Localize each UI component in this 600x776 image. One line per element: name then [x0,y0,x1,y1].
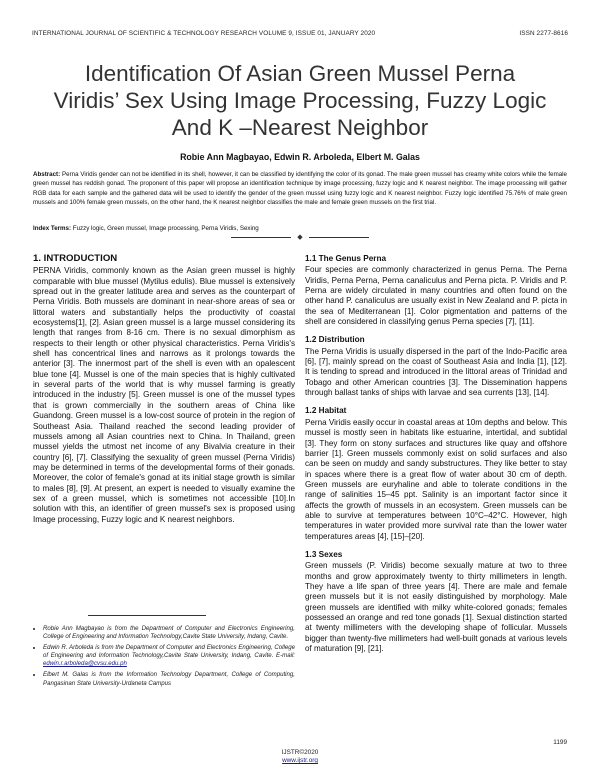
sexes-paragraph: Green mussels (P. Viridis) become sexually mature at two to three months and grow approximately twenty to thirty millimeters in length. They have a life span of three years [4]. There are male and female green mussels but it is not easily distinguished by morphology. Male green mussels are identified with milky white-colored gonads; females possessed an orange and red tone gonads [1]. Sexual distinction started at twenty millimeters with the developing shape of follicular. Mussels bigger than twenty-five millimeters had well-built gonads at various levels of maturation [9], [21]. [305,561,567,654]
page-footer [0,749,600,765]
footnote-rule [88,615,206,616]
index-terms [33,225,567,232]
author-list: Robie Ann Magbayao, Edwin R. Arboleda, Elbert M. Galas [180,152,420,162]
left-column [33,254,295,525]
habitat-paragraph: Perna Viridis easily occur in coastal areas at 10m depths and below. This mussel is mostly seen in habitats like estuarine, intertidal, and subtidal [3]. They form on stony surfaces and structures like quay and offshore barrier [1]. Green mussels commonly exist on solid surfaces and also can be seen on muddy and sandy substructures. They like better to stay in spaces where there is a great flow of water about 30 cm of depth. Green mussels are euryhaline and able to tolerate conditions in the range of salinities 15–45 ppt. Salinity is an important factor since it affects the growth of mussels in an ecosystem. Green mussels can be able to survive at temperatures between 10°C–42°C. However, high temperatures in water provided more survival rate than the lower water temperatures areas [4], [15]–[20]. [305,417,567,541]
author-email-link[interactable]: edwin.r.arboleda@cvsu.edu.ph [43,660,127,668]
title-line: Identification Of Asian Green Mussel Perna [84,61,516,86]
footer-copyright: IJSTR©2020 [281,749,319,756]
footnote-item: • Robie Ann Magbayao is from the Department of Computer and Electronics Engineering, College of Engineering and Information Technology,Cavite State University, Indang, Cavite. [43,625,295,641]
diamond-icon: ◆ [297,234,303,241]
page-number: 1199 [553,739,567,746]
section-divider [0,233,600,241]
paper-title [40,60,560,141]
journal-header: INTERNATIONAL JOURNAL OF SCIENTIFIC & TECHNOLOGY RESEARCH VOLUME 9, ISSUE 01, JANUARY 2020 [32,30,376,37]
abstract-label: Abstract: [33,171,61,178]
footnote-item [43,644,295,668]
introduction-paragraph: PERNA Viridis, commonly known as the Asian green mussel is highly comparable with blue mussel (Mytilus edulis). Blue mussel is extensively spread out in the greater latitude area and serves as the counterpart of Perna Viridis. Both mussels are dominant in near-shore areas of sea or littoral waters and substantially helps the productivity of coastal ecosystems[1], [2]. Asian green mussel is a large mussel considering its length that ranges from 8-16 cm. There is no sexual dimorphism as respects to their length or other physical characteristics. Perna Viridis's shell has concentrical lines and narrows as it prolongs towards the anterior [3]. The innermost part of the shell is even with an opalescent blue tone [4]. Mussel is one of the main species that is highly cultivated in several parts of the world that is why mussel farming is greatly introduced in the industry [5]. Green mussel is one of the mussel types that is grown commercially in the southern areas of China like Guandong. Green mussel is a low-cost source of protein in the region of Southeast Asia. Thailand reached the second leading provider of mussels among all Asian countries next to China. In Thailand, green mussel yields the utmost net income of any Bivalvia creature in their country [6], [7]. Classifying the sexuality of green mussel (Perna Viridis) may be determined in terms of the developmental forms of their gonads. Moreover, the color of female's gonad at its initial stage growth is similar to males [8], [9]. At present, an expert is needed to visually examine the sex of a green mussel, which is sometimes not accessible [10].In solution with this, an identifier of green mussel's sex is proposed using Image processing, Fuzzy logic and K nearest neighbors. [33,266,295,524]
footnote-text: Edwin R. Arboleda is from the Department of Computer and Electronics Engineering, College of Engineering and Information Technology,Cavite State University, Indang, Cavite. E-mail: [43,644,295,660]
genus-paragraph: Four species are commonly characterized in genus Perna. The Perna Viridis, Perna Perna, Perna canaliculus and Perna picta. P. Viridis and P. Perna are widely circulated in many countries and often found on the other hand P. canaliculus are usually exist in New Zealand and P. picta in the sea of Mediterranean [1]. Color pigmentation and patterns of the shell are considered in classifying genus Perna species [7], [11]. [305,265,567,327]
section-heading-introduction: 1. INTRODUCTION [33,253,118,264]
abstract-text: Perna Viridis gender can not be identified in its shell, however, it can be classified by identifying the color of its gonad. The male green mussel has creamy white colors while the female green mussel has reddish gonad. The proponent of this paper will propose an identification technique by image processing, fuzzy logic and K nearest neighbor. The image processing will gather RGB data for each sample and the gathered data will be used to identify the gender of the green mussel using fuzzy logic and K nearest neighbor. Fuzzy logic identified 75.76% of male green mussels and 100% female green mussels, on the other hand, the K nearest neighbor classifies the male and female green mussels on the first trial. [33,171,567,206]
footnote-item: • Elbert M. Galas is from the Information Technology Department, College of Computing, Pangasinan State University-Urdaneta Campus [43,671,295,687]
title-line: Viridis’ Sex Using Image Processing, Fuzzy Logic [53,88,547,113]
abstract [33,170,567,207]
subsection-heading-habitat: 1.2 Habitat [305,406,347,416]
divider-line [231,237,291,238]
issn-header: ISSN 2277-8616 [519,30,568,37]
title-line: And K –Nearest Neighbor [171,115,429,140]
subsection-heading-distribution: 1.2 Distribution [305,335,365,345]
subsection-heading-genus: 1.1 The Genus Perna [305,254,386,263]
author-footnotes [33,625,295,691]
index-terms-label: Index Terms: [33,225,72,232]
distribution-paragraph: The Perna Viridis is usually dispersed in the part of the Indo-Pacific area [6], [7], mainly spread on the coast of Southeast Asia and India [1], [12]. It is tending to spread and introduced in the littoral areas of Trinidad and Tobago and other American countries [3]. The Dissemination happens through ballast tanks of ships with larvae and sea currents [13], [14]. [305,346,567,398]
divider-line [309,237,369,238]
index-terms-text: Fuzzy logic, Green mussel, Image processing, Perna Viridis, Sexing [72,225,259,232]
footer-url-link[interactable]: www.ijstr.org [282,757,318,764]
right-column [305,254,567,654]
subsection-heading-sexes: 1.3 Sexes [305,549,343,559]
